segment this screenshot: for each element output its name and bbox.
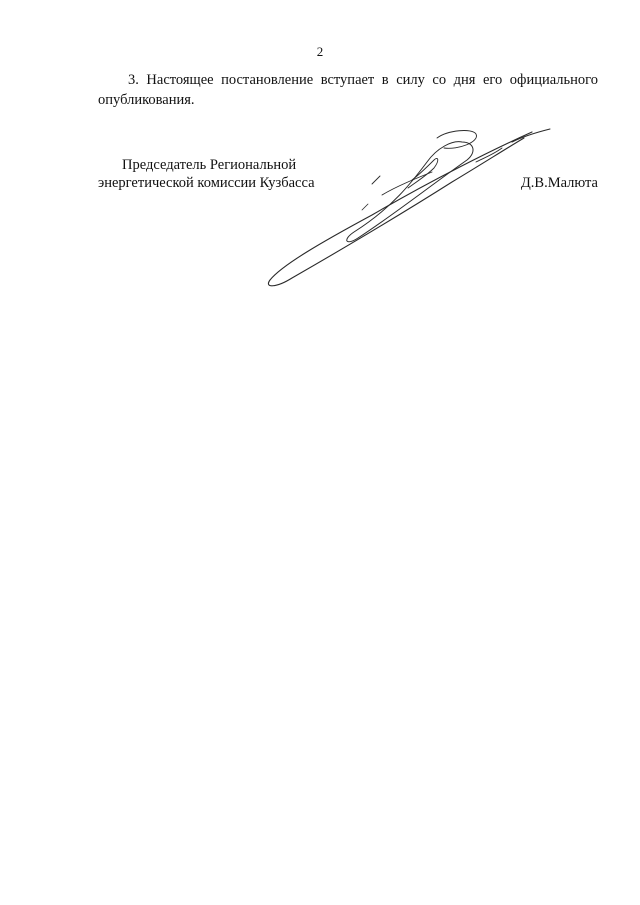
handwritten-signature — [262, 120, 562, 290]
signer-position-line-1: Председатель Региональной — [122, 157, 297, 173]
resolution-paragraph — [98, 70, 598, 110]
paragraph-line-2: опубликования. — [98, 92, 195, 108]
signer-position-line-2: энергетической комиссии Кузбасса — [98, 175, 315, 191]
paragraph-line-1: 3. Настоящее постановление вступает в силу со дня его официального — [128, 72, 598, 88]
page-number: 2 — [316, 44, 324, 59]
signer-name: Д.В.Малюта — [520, 175, 598, 191]
